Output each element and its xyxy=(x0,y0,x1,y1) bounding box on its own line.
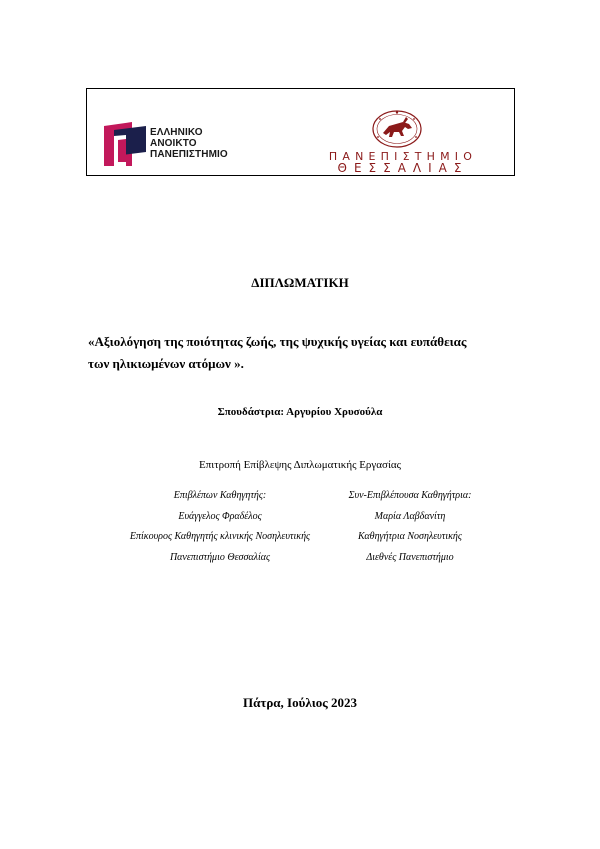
thesis-title xyxy=(88,331,528,375)
eap-logo-text xyxy=(150,127,228,160)
eap-logo-icon xyxy=(104,122,146,166)
supervisor-block xyxy=(120,486,320,568)
thesis-title-line-2: των ηλικιωμένων ατόμων ». xyxy=(88,356,244,371)
place-date: Πάτρα, Ιούλιος 2023 xyxy=(242,695,358,710)
student-name: Σπουδάστρια: Αργυρίου Χρυσούλα xyxy=(217,406,383,418)
co-supervisor-role: Συν-Επιβλέπουσα Καθηγήτρια: xyxy=(348,490,472,501)
uth-logo-line-1: ΠΑΝΕΠΙΣΤΗΜΙΟ xyxy=(328,150,478,163)
eap-logo-line-2: ΑΝΟΙΚΤΟ xyxy=(150,138,197,149)
supervisor-title: Επίκουρος Καθηγητής κλινικής Νοσηλευτικής xyxy=(129,531,311,542)
supervisor-institution: Πανεπιστήμιο Θεσσαλίας xyxy=(169,551,271,563)
uth-logo-line-2: ΘΕΣΣΑΛΙΑΣ xyxy=(337,161,469,175)
committee-heading: Επιτροπή Επίβλεψης Διπλωματικής Εργασίας xyxy=(198,459,402,471)
eap-logo-line-3: ΠΑΝΕΠΙΣΤΗΜΙΟ xyxy=(150,149,228,160)
eap-logo-line-1: ΕΛΛΗΝΙΚΟ xyxy=(150,127,203,138)
supervisor-role: Επιβλέπων Καθηγητής: xyxy=(173,490,267,501)
logo-header-box xyxy=(86,88,515,176)
co-supervisor-name: Μαρία Λαβδανίτη xyxy=(374,510,446,522)
document-type: ΔΙΠΛΩΜΑΤΙΚΗ xyxy=(251,275,349,290)
co-supervisor-title: Καθηγήτρια Νοσηλευτικής xyxy=(358,531,462,542)
uth-seal-icon xyxy=(369,109,425,149)
supervisor-name: Ευάγγελος Φραδέλος xyxy=(178,510,262,522)
co-supervisor-block xyxy=(310,486,510,568)
co-supervisor-institution: Διεθνές Πανεπιστήμιο xyxy=(366,551,454,563)
uth-logo xyxy=(313,109,493,175)
thesis-title-line-1: «Αξιολόγηση της ποιότητας ζωής, της ψυχικής υγείας και ευπάθειας xyxy=(88,334,467,349)
eap-logo xyxy=(104,122,264,166)
